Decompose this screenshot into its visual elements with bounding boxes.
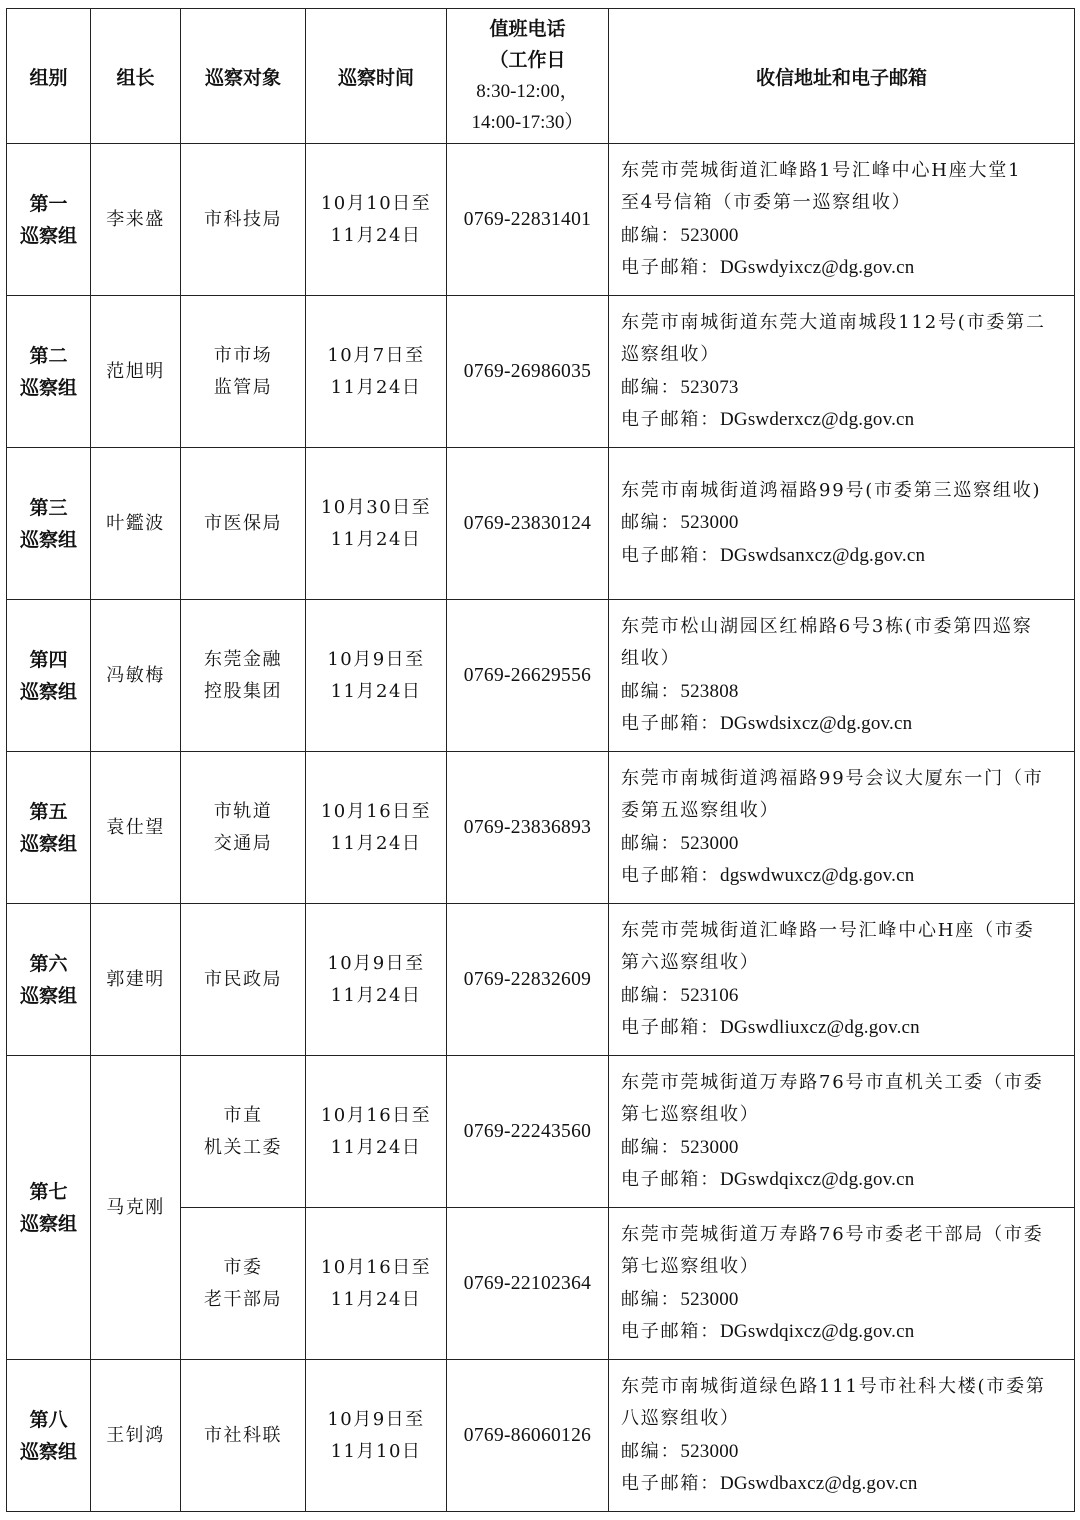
address-line: 组收） [621, 648, 681, 670]
inspection-schedule-table [6, 8, 1075, 1512]
phone-cell: 0769-23836893 [447, 752, 609, 904]
leader-cell: 袁仕望 [91, 752, 181, 904]
group-cell [7, 448, 91, 600]
header-phone-line: （工作日 [489, 49, 566, 71]
group-name: 巡察组 [19, 984, 77, 1007]
address-cell [609, 1056, 1075, 1208]
postcode-value: 523000 [680, 224, 739, 246]
time-range: 10月10日至 [320, 192, 432, 214]
table-row [7, 144, 1075, 296]
email-label: 电子邮箱： [621, 1168, 720, 1190]
email-link[interactable]: DGswdqixcz@dg.gov.cn [720, 1168, 915, 1190]
table-row [7, 752, 1075, 904]
phone-cell: 0769-22831401 [447, 144, 609, 296]
leader-cell: 马克刚 [91, 1056, 181, 1360]
header-target: 巡察对象 [181, 9, 306, 144]
address-line: 八巡察组收） [621, 1408, 740, 1430]
target-name: 市市场 [213, 344, 273, 366]
postcode-line [621, 828, 1064, 860]
email-label: 电子邮箱： [621, 1320, 720, 1342]
email-line [621, 1316, 1064, 1348]
postcode-line [621, 980, 1064, 1012]
group-name: 第七 [29, 1180, 68, 1203]
target-name: 市医保局 [204, 512, 282, 534]
email-link[interactable]: DGswdqixcz@dg.gov.cn [720, 1320, 915, 1342]
target-name: 监管局 [213, 376, 273, 398]
group-name: 巡察组 [19, 376, 77, 399]
address-cell [609, 296, 1075, 448]
time-cell [306, 296, 447, 448]
postcode-line [621, 1284, 1064, 1316]
target-name: 市社科联 [204, 1424, 282, 1446]
postcode-line [621, 372, 1064, 404]
time-range: 11月24日 [330, 1288, 422, 1310]
email-line [621, 540, 1064, 572]
email-link[interactable]: dgswdwuxcz@dg.gov.cn [720, 864, 915, 886]
group-name: 巡察组 [19, 832, 77, 855]
postcode-line [621, 507, 1064, 539]
postcode-label: 邮编： [621, 224, 681, 246]
leader-cell: 李来盛 [91, 144, 181, 296]
table-row [7, 904, 1075, 1056]
time-range: 11月24日 [330, 224, 422, 246]
postcode-label: 邮编： [621, 1440, 681, 1462]
group-name: 巡察组 [19, 1212, 77, 1235]
email-link[interactable]: DGswdbaxcz@dg.gov.cn [720, 1472, 918, 1494]
address-line: 东莞市莞城街道汇峰路一号汇峰中心H座（市委 [621, 919, 1035, 941]
address-line: 东莞市南城街道鸿福路99号会议大厦东一门（市 [621, 767, 1044, 789]
group-name: 第一 [29, 192, 68, 215]
address-line: 至4号信箱（市委第一巡察组收） [621, 192, 912, 214]
postcode-line [621, 1436, 1064, 1468]
phone-cell: 0769-26629556 [447, 600, 609, 752]
time-range: 10月9日至 [327, 952, 425, 974]
address-cell [609, 1208, 1075, 1360]
table-row [7, 600, 1075, 752]
header-address: 收信地址和电子邮箱 [609, 9, 1075, 144]
email-line [621, 860, 1064, 892]
address-line: 第七巡察组收） [621, 1104, 760, 1126]
header-row [7, 9, 1075, 144]
postcode-label: 邮编： [621, 984, 681, 1006]
target-name: 机关工委 [204, 1136, 282, 1158]
phone-cell: 0769-22102364 [447, 1208, 609, 1360]
address-line: 东莞市莞城街道万寿路76号市委老干部局（市委 [621, 1223, 1044, 1245]
time-cell [306, 1208, 447, 1360]
time-cell [306, 600, 447, 752]
address-cell [609, 904, 1075, 1056]
postcode-line [621, 220, 1064, 252]
time-cell [306, 904, 447, 1056]
time-range: 10月9日至 [327, 1408, 425, 1430]
postcode-value: 523000 [680, 832, 739, 854]
email-label: 电子邮箱： [621, 1016, 720, 1038]
header-time: 巡察时间 [306, 9, 447, 144]
table-row [7, 296, 1075, 448]
time-range: 11月10日 [330, 1440, 422, 1462]
postcode-line [621, 1132, 1064, 1164]
group-name: 第四 [29, 648, 68, 671]
postcode-value: 523073 [680, 376, 739, 398]
address-cell [609, 144, 1075, 296]
time-range: 10月7日至 [327, 344, 425, 366]
postcode-label: 邮编： [621, 376, 681, 398]
phone-cell: 0769-86060126 [447, 1360, 609, 1512]
email-link[interactable]: DGswdliuxcz@dg.gov.cn [720, 1016, 920, 1038]
group-cell [7, 296, 91, 448]
postcode-value: 523000 [680, 512, 739, 534]
target-cell [181, 448, 306, 600]
time-range: 11月24日 [330, 528, 422, 550]
email-label: 电子邮箱： [621, 544, 720, 566]
group-name: 巡察组 [19, 680, 77, 703]
group-name: 第六 [29, 952, 68, 975]
time-cell [306, 1056, 447, 1208]
postcode-value: 523000 [680, 1440, 739, 1462]
address-cell [609, 752, 1075, 904]
target-name: 市轨道 [213, 800, 273, 822]
email-label: 电子邮箱： [621, 256, 720, 278]
postcode-label: 邮编： [621, 1288, 681, 1310]
header-leader: 组长 [91, 9, 181, 144]
leader-cell: 叶鑑波 [91, 448, 181, 600]
target-name: 老干部局 [204, 1288, 282, 1310]
header-phone-line: 14:00-17:30） [471, 112, 584, 133]
postcode-value: 523808 [680, 680, 739, 702]
target-cell [181, 1056, 306, 1208]
target-name: 东莞金融 [204, 648, 282, 670]
address-line: 东莞市南城街道绿色路111号市社科大楼(市委第 [621, 1375, 1046, 1397]
group-cell [7, 904, 91, 1056]
leader-cell: 冯敏梅 [91, 600, 181, 752]
email-label: 电子邮箱： [621, 1472, 720, 1494]
email-link[interactable]: DGswderxcz@dg.gov.cn [720, 408, 915, 430]
time-range: 11月24日 [330, 376, 422, 398]
time-range: 11月24日 [330, 984, 422, 1006]
target-cell [181, 1208, 306, 1360]
postcode-label: 邮编： [621, 680, 681, 702]
address-cell [609, 448, 1075, 600]
email-line [621, 708, 1064, 740]
time-range: 10月16日至 [320, 800, 432, 822]
time-range: 10月16日至 [320, 1104, 432, 1126]
header-group: 组别 [7, 9, 91, 144]
phone-cell: 0769-23830124 [447, 448, 609, 600]
target-name: 交通局 [213, 832, 273, 854]
target-cell [181, 296, 306, 448]
target-name: 市委 [223, 1256, 263, 1278]
email-link[interactable]: DGswdyixcz@dg.gov.cn [720, 256, 915, 278]
target-cell [181, 600, 306, 752]
address-line: 东莞市南城街道东莞大道南城段112号(市委第二 [621, 311, 1046, 333]
target-name: 控股集团 [204, 680, 282, 702]
email-line [621, 1012, 1064, 1044]
leader-cell: 范旭明 [91, 296, 181, 448]
email-line [621, 252, 1064, 284]
email-link[interactable]: DGswdsixcz@dg.gov.cn [720, 712, 913, 734]
time-cell [306, 144, 447, 296]
address-line: 东莞市松山湖园区红棉路6号3栋(市委第四巡察 [621, 615, 1033, 637]
address-cell [609, 1360, 1075, 1512]
postcode-label: 邮编： [621, 1136, 681, 1158]
time-range: 11月24日 [330, 832, 422, 854]
target-cell [181, 904, 306, 1056]
email-label: 电子邮箱： [621, 408, 720, 430]
address-line: 巡察组收） [621, 344, 720, 366]
email-link[interactable]: DGswdsanxcz@dg.gov.cn [720, 544, 926, 566]
group-name: 第五 [29, 800, 68, 823]
group-cell [7, 600, 91, 752]
email-line [621, 1468, 1064, 1500]
group-name: 巡察组 [19, 1440, 77, 1463]
time-range: 10月9日至 [327, 648, 425, 670]
group-cell [7, 1360, 91, 1512]
postcode-value: 523000 [680, 1288, 739, 1310]
phone-cell: 0769-22243560 [447, 1056, 609, 1208]
table-body [7, 144, 1075, 1512]
address-line: 第七巡察组收） [621, 1256, 760, 1278]
header-phone-line: 8:30-12:00， [476, 81, 579, 102]
table-row [7, 448, 1075, 600]
time-range: 11月24日 [330, 680, 422, 702]
address-line: 委第五巡察组收） [621, 800, 780, 822]
table-row [7, 1360, 1075, 1512]
email-label: 电子邮箱： [621, 712, 720, 734]
postcode-line [621, 676, 1064, 708]
postcode-label: 邮编： [621, 512, 681, 534]
address-line: 东莞市南城街道鸿福路99号(市委第三巡察组收) [621, 480, 1042, 502]
group-name: 巡察组 [19, 528, 77, 551]
group-name: 第二 [29, 344, 68, 367]
group-name: 第三 [29, 496, 68, 519]
address-line: 东莞市莞城街道万寿路76号市直机关工委（市委 [621, 1071, 1044, 1093]
time-range: 11月24日 [330, 1136, 422, 1158]
postcode-value: 523106 [680, 984, 739, 1006]
email-label: 电子邮箱： [621, 864, 720, 886]
header-phone-line: 值班电话 [489, 18, 566, 40]
table-row [7, 1056, 1075, 1208]
address-cell [609, 600, 1075, 752]
time-cell [306, 448, 447, 600]
phone-cell: 0769-22832609 [447, 904, 609, 1056]
target-name: 市民政局 [204, 968, 282, 990]
time-cell [306, 752, 447, 904]
target-cell [181, 752, 306, 904]
time-cell [306, 1360, 447, 1512]
target-name: 市科技局 [204, 208, 282, 230]
header-phone [447, 9, 609, 144]
target-name: 市直 [223, 1104, 263, 1126]
group-name: 第八 [29, 1408, 68, 1431]
email-line [621, 1164, 1064, 1196]
postcode-value: 523000 [680, 1136, 739, 1158]
email-line [621, 404, 1064, 436]
postcode-label: 邮编： [621, 832, 681, 854]
group-cell [7, 1056, 91, 1360]
address-line: 第六巡察组收） [621, 952, 760, 974]
time-range: 10月16日至 [320, 1256, 432, 1278]
leader-cell: 郭建明 [91, 904, 181, 1056]
address-line: 东莞市莞城街道汇峰路1号汇峰中心H座大堂1 [621, 159, 1022, 181]
leader-cell: 王钊鸿 [91, 1360, 181, 1512]
group-name: 巡察组 [19, 224, 77, 247]
phone-cell: 0769-26986035 [447, 296, 609, 448]
group-cell [7, 752, 91, 904]
time-range: 10月30日至 [320, 496, 432, 518]
target-cell [181, 1360, 306, 1512]
target-cell [181, 144, 306, 296]
group-cell [7, 144, 91, 296]
